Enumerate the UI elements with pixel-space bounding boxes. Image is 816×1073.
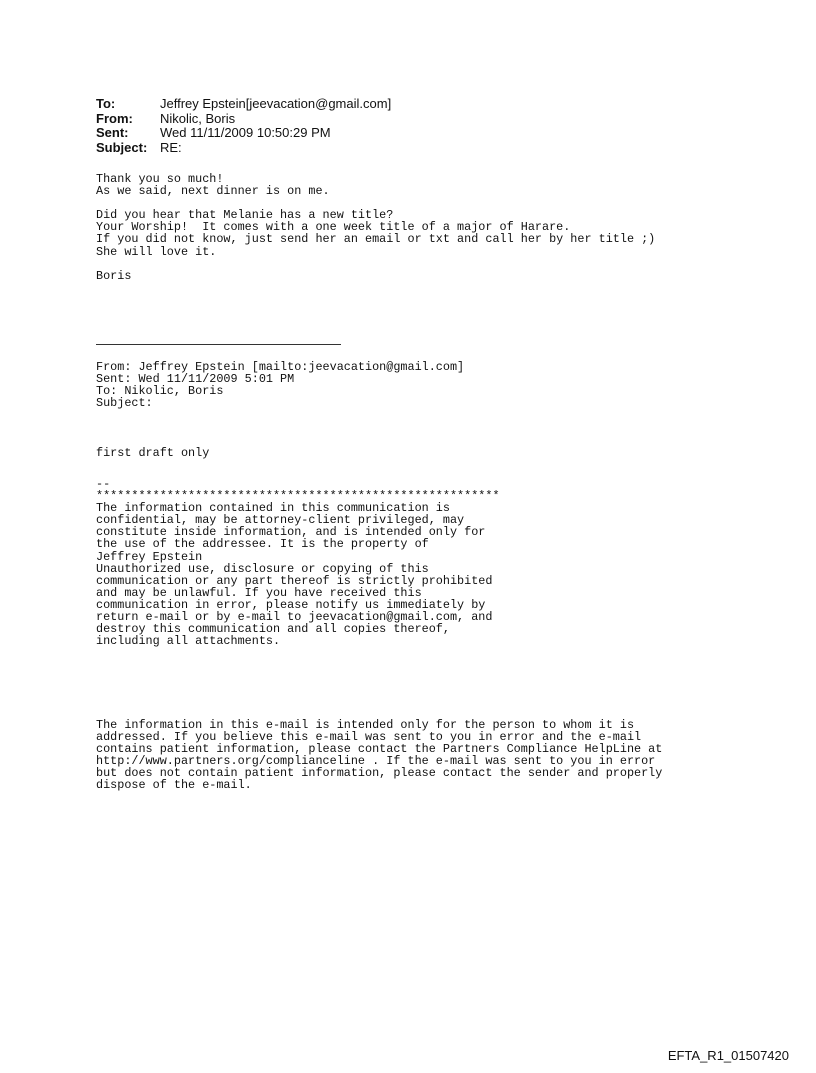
sent-row	[96, 126, 391, 141]
document-id-label: EFTA_R1_01507420	[667, 1048, 789, 1063]
from-value: Nikolic, Boris	[160, 110, 236, 126]
from-label: From:	[96, 110, 133, 126]
from-row	[96, 112, 391, 127]
subject-label: Subject:	[96, 139, 148, 155]
to-value: Jeffrey Epstein[jeevacation@gmail.com]	[160, 96, 392, 111]
quoted-message-text: first draft only	[96, 446, 210, 460]
subject-row	[96, 141, 391, 156]
sender-signature-notice: -- ********************************************************* The information contained in this communication is confidential, may be attorney-client privileged, may constitute inside information, and is intended only for the use of the addressee. It is the property of Jeffrey Epstein Unauthorized use, disclosure or copying of this communication or any part thereof is strictly prohibited and may be unlawful. If you have received this communication in error, please notify us immediately by return e-mail or by e-mail to jeevacation@gmail.com, and destroy this communication and all copies thereof, including all attachments.	[96, 477, 500, 649]
quoted-message-header: From: Jeffrey Epstein [mailto:jeevacation@gmail.com] Sent: Wed 11/11/2009 5:01 PM To: Nikolic, Boris Subject:	[96, 360, 465, 411]
to-label: To:	[96, 96, 116, 111]
sent-value: Wed 11/11/2009 10:50:29 PM	[160, 125, 331, 140]
email-header	[96, 97, 391, 155]
compliance-disclaimer: The information in this e-mail is intended only for the person to whom it is addressed. If you believe this e-mail was sent to you in error and the e-mail contains patient information, please contact the Partners Compliance HelpLine at http://www.partners.org/complianceline . If the e-mail was sent to you in error but does not contain patient information, please contact the sender and properly dispose of the e-mail.	[96, 718, 663, 793]
sent-label: Sent:	[96, 125, 129, 140]
to-row	[96, 97, 391, 112]
subject-value: RE:	[160, 139, 182, 155]
reply-body-text: Thank you so much! As we said, next dinner is on me. Did you hear that Melanie has a new title? Your Worship! It comes with a one week title of a major of Harare. If you did not know, just send her an email or txt and call her by her title ;) She will love it. Boris	[96, 172, 656, 283]
quote-divider	[96, 344, 341, 345]
